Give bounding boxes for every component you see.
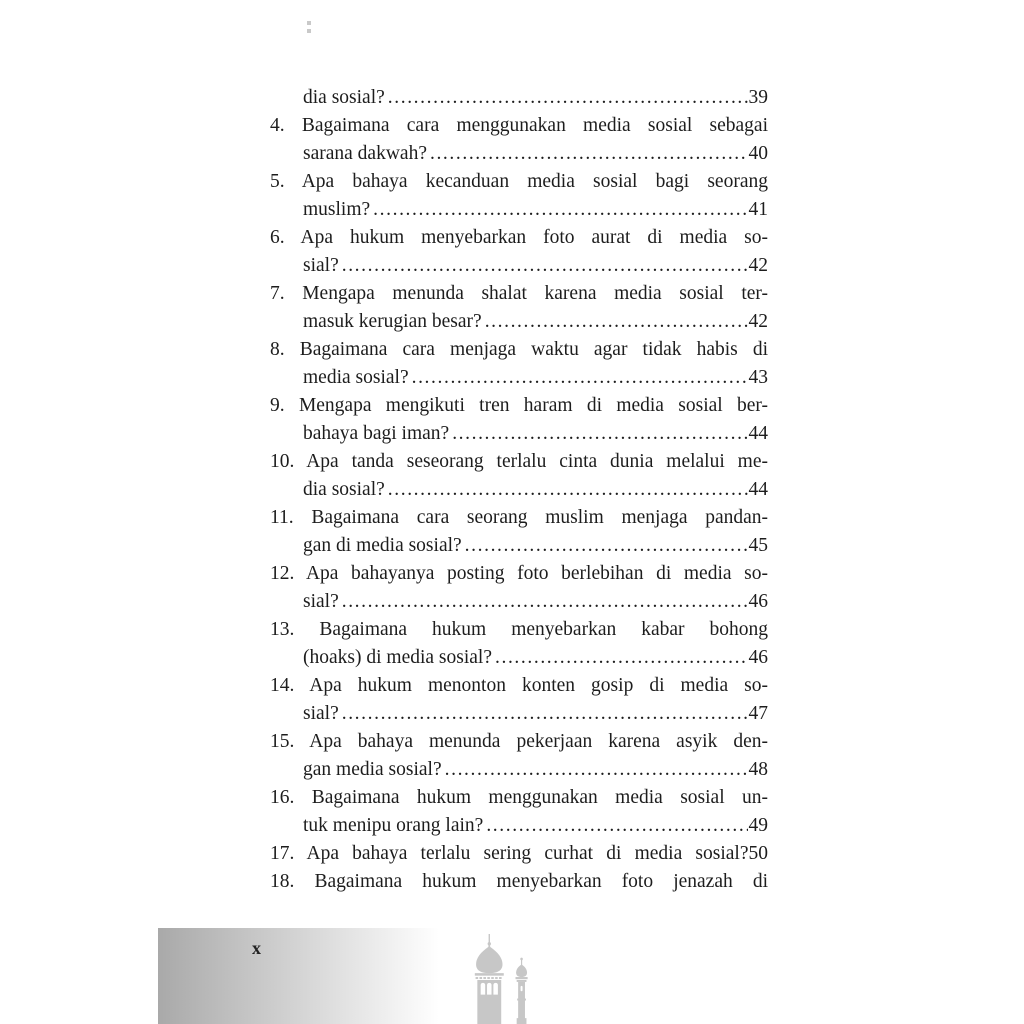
entry-title: Bagaimana hukum menggunakan media sosial un- [311,787,768,808]
mosque-silhouette-icon [466,934,538,1024]
entry-page: 41 [748,199,768,220]
toc-line [270,532,768,560]
page-number-roman: x [252,938,261,958]
entry-page: 45 [748,535,768,556]
entry-continuation: sarana dakwah? [303,143,427,164]
entry-number: 14. [270,675,295,696]
entry-number: 10. [270,451,295,472]
toc-entry [270,504,768,560]
toc-line [270,308,768,336]
entry-page: 44 [748,423,768,444]
dot-leader [388,476,748,504]
toc-entry [270,672,768,728]
toc-line [270,644,768,672]
dot-leader [388,84,748,112]
entry-title: Bagaimana hukum menyebarkan kabar bohong [319,619,768,640]
toc-line [270,672,768,700]
entry-number: 4. [270,115,285,136]
toc-line [270,476,768,504]
toc-entry [270,336,768,392]
entry-number: 13. [270,619,295,640]
entry-continuation: sial? [303,255,339,276]
toc-entry [270,112,768,168]
entry-page: 48 [748,759,768,780]
toc-list [270,84,768,896]
dot-leader [412,364,748,392]
entry-page: 49 [748,815,768,836]
toc-line [270,588,768,616]
entry-number: 17. [270,843,295,864]
entry-continuation: gan media sosial? [303,759,442,780]
toc-line [270,700,768,728]
toc-line [270,420,768,448]
toc-line [270,868,768,896]
toc-entry [270,224,768,280]
dot-leader [445,756,748,784]
toc-line [270,784,768,812]
toc-line [270,756,768,784]
entry-title: Apa bahayanya posting foto berlebihan di media so- [305,563,768,584]
entry-page: 47 [748,703,768,724]
entry-title: Bagaimana hukum menyebarkan foto jenazah di [314,871,769,892]
toc-line [270,616,768,644]
footer-gradient-bar [158,928,439,1024]
entry-page: 39 [748,87,768,108]
entry-title: Apa bahaya terlalu sering curhat di media sosial? [306,843,749,864]
entry-page: 50 [748,843,768,864]
dot-leader [342,700,748,728]
toc-entry [270,168,768,224]
dot-leader [452,420,747,448]
toc-line [270,504,768,532]
toc-line [270,812,768,840]
toc-line [270,168,768,196]
entry-continuation: bahaya bagi iman? [303,423,450,444]
toc-line [270,840,768,868]
entry-title: Mengapa menunda shalat karena media sosial ter- [302,283,768,304]
entry-title: Mengapa mengikuti tren haram di media sosial ber- [298,395,768,416]
entry-page: 43 [748,367,768,388]
toc-entry [270,280,768,336]
entry-title: Apa hukum menyebarkan foto aurat di media so- [300,227,768,248]
dot-leader [430,140,748,168]
entry-page: 44 [748,479,768,500]
toc-line [270,112,768,140]
entry-page: 42 [748,311,768,332]
entry-title: Apa tanda seseorang terlalu cinta dunia melalui me- [306,451,768,472]
entry-title: Bagaimana cara menjaga waktu agar tidak habis di [299,339,768,360]
entry-number: 12. [270,563,295,584]
toc-line [270,560,768,588]
entry-number: 18. [270,871,295,892]
toc-entry [270,84,768,112]
entry-continuation: dia sosial? [303,479,385,500]
toc-line [270,84,768,112]
entry-title: Apa hukum menonton konten gosip di media so- [309,675,768,696]
entry-number: 9. [270,395,285,416]
entry-number: 11. [270,507,294,528]
toc-line [270,196,768,224]
entry-continuation: masuk kerugian besar? [303,311,482,332]
toc-entry [270,840,768,868]
entry-page: 42 [748,255,768,276]
toc-line [270,280,768,308]
toc-entry [270,560,768,616]
dot-leader [495,644,748,672]
entry-title: Bagaimana cara seorang muslim menjaga pandan- [311,507,768,528]
entry-number: 5. [270,171,285,192]
toc-entry [270,784,768,840]
dot-leader [465,532,748,560]
scan-artifact [307,21,311,25]
entry-continuation: dia sosial? [303,87,385,108]
entry-continuation: gan di media sosial? [303,535,462,556]
toc-line [270,728,768,756]
entry-page: 40 [748,143,768,164]
entry-page: 46 [748,591,768,612]
toc-entry [270,616,768,672]
entry-continuation: media sosial? [303,367,409,388]
entry-number: 8. [270,339,285,360]
toc-line [270,448,768,476]
entry-continuation: (hoaks) di media sosial? [303,647,492,668]
entry-page: 46 [748,647,768,668]
entry-continuation: sial? [303,591,339,612]
toc-line [270,252,768,280]
dot-leader [485,308,748,336]
toc-entry [270,448,768,504]
toc-line [270,140,768,168]
entry-continuation: muslim? [303,199,371,220]
toc-line [270,224,768,252]
dot-leader [486,812,747,840]
entry-title: Apa bahaya menunda pekerjaan karena asyik den- [309,731,768,752]
toc-line [270,364,768,392]
entry-number: 6. [270,227,285,248]
entry-number: 7. [270,283,285,304]
toc-entry [270,392,768,448]
entry-title: Apa bahaya kecanduan media sosial bagi seorang [301,171,768,192]
entry-continuation: sial? [303,703,339,724]
entry-title: Bagaimana cara menggunakan media sosial sebagai [301,115,768,136]
entry-number: 16. [270,787,295,808]
dot-leader [342,252,748,280]
dot-leader [342,588,748,616]
entry-number: 15. [270,731,295,752]
toc-entry [270,868,768,896]
toc-line [270,392,768,420]
toc-entry [270,728,768,784]
dot-leader [373,196,747,224]
toc-line [270,336,768,364]
entry-continuation: tuk menipu orang lain? [303,815,484,836]
